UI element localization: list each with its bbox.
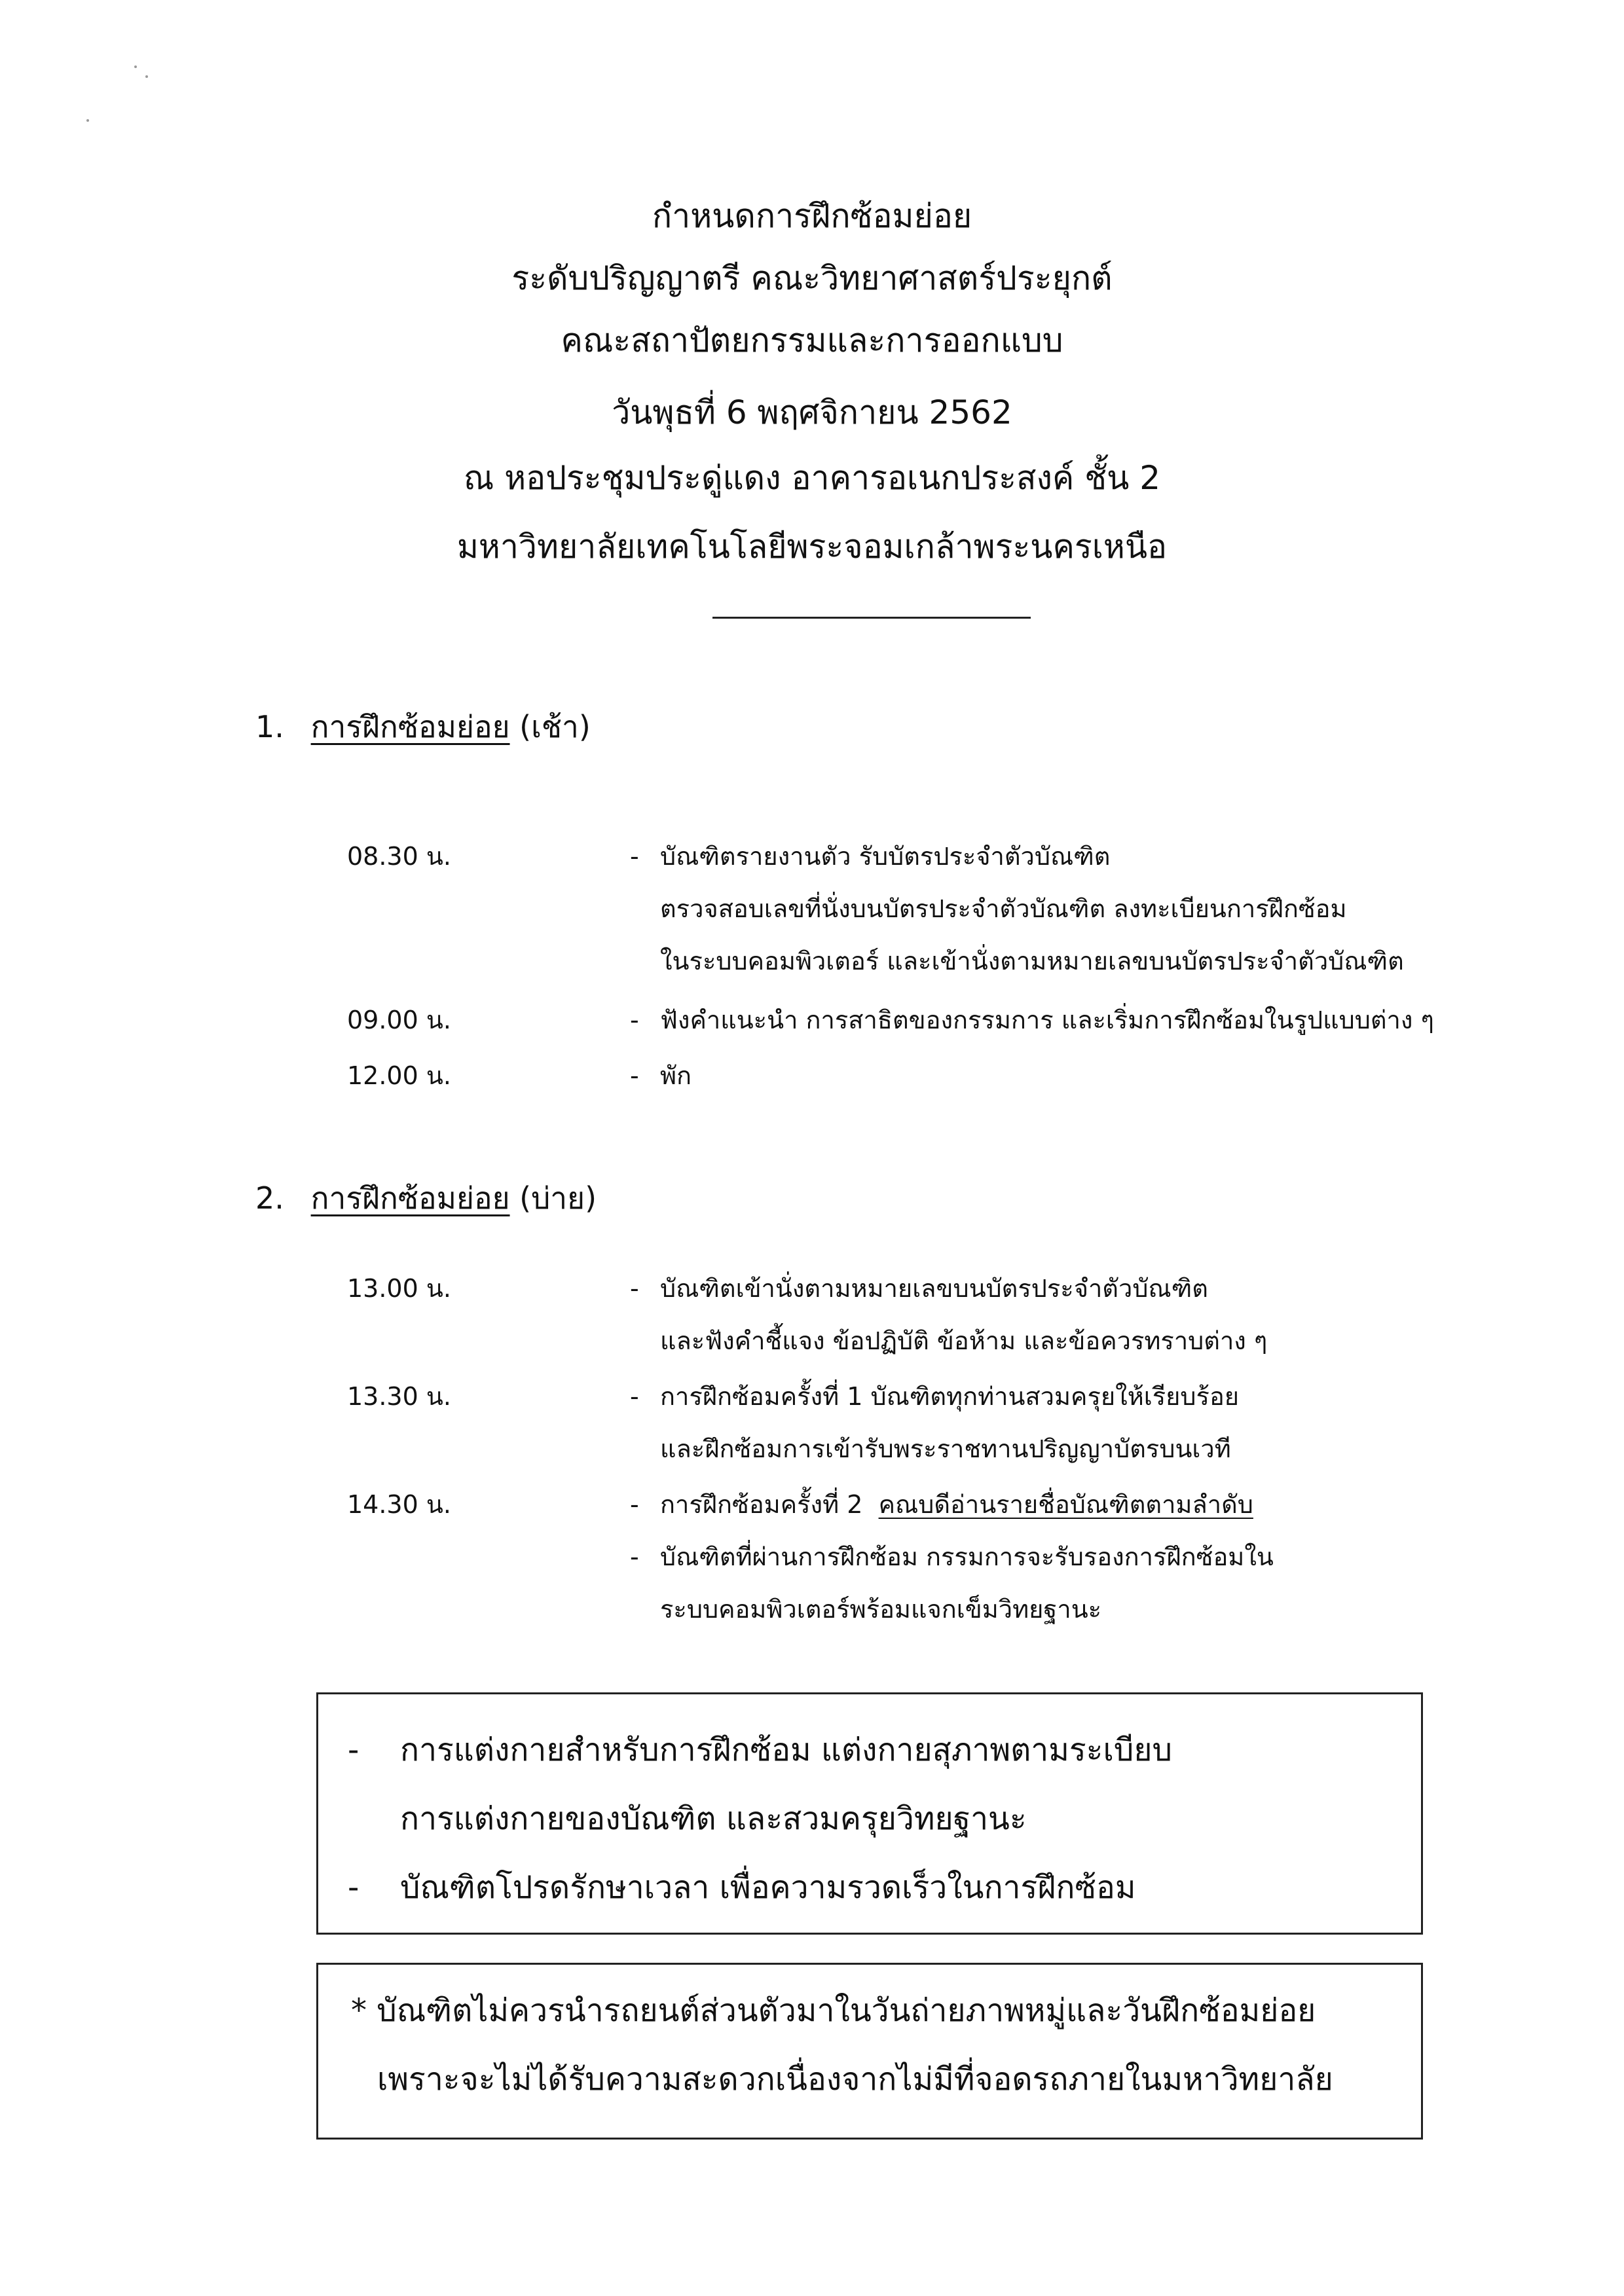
schedule-time: 14.30 น. (347, 1490, 451, 1519)
header-university: มหาวิทยาลัยเทคโนโลยีพระจอมเกล้าพระนครเหนือ (456, 528, 1168, 566)
notice-bullet: - (348, 1732, 360, 1768)
schedule-time: 13.00 น. (347, 1274, 451, 1303)
schedule-time: 12.00 น. (347, 1061, 451, 1090)
section-2-title: การฝึกซ้อมย่อย (310, 1180, 510, 1216)
parking-line: * บัณฑิตไม่ควรนำรถยนต์ส่วนตัวมาในวันถ่ายภาพหมู่และวันฝึกซ้อมย่อย (351, 1992, 1316, 2029)
parking-notice-box (316, 1963, 1423, 2140)
section-1-number: 1. (255, 709, 284, 744)
scan-speck (145, 75, 148, 78)
schedule-text: บัณฑิตที่ผ่านการฝึกซ้อม กรรมการจะรับรองการฝึกซ้อมใน (660, 1542, 1274, 1571)
scan-speck (86, 119, 89, 122)
schedule-text (660, 1486, 1253, 1523)
schedule-time: 09.00 น. (347, 1006, 451, 1034)
section-1-title: การฝึกซ้อมย่อย (310, 709, 510, 744)
schedule-dash: - (630, 1061, 639, 1090)
schedule-dash: - (630, 842, 639, 871)
section-1-heading (255, 707, 591, 746)
schedule-text: ตรวจสอบเลขที่นั่งบนบัตรประจำตัวบัณฑิต ลงทะเบียนการฝึกซ้อม (660, 894, 1347, 923)
notice-line: การแต่งกายของบัณฑิต และสวมครุยวิทยฐานะ (400, 1800, 1027, 1837)
schedule-text: บัณฑิตเข้านั่งตามหมายเลขบนบัตรประจำตัวบัณฑิต (660, 1274, 1208, 1303)
schedule-text: และฟังคำชี้แจง ข้อปฏิบัติ ข้อห้าม และข้อควรทราบต่าง ๆ (660, 1326, 1268, 1355)
header-date: วันพุธที่ 6 พฤศจิกายน 2562 (612, 393, 1012, 431)
schedule-text: และฝึกซ้อมการเข้ารับพระราชทานปริญญาบัตรบนเวที (660, 1434, 1231, 1463)
header-title: กำหนดการฝึกซ้อมย่อย (652, 197, 972, 235)
schedule-dash: - (630, 1382, 639, 1411)
schedule-text: ฟังคำแนะนำ การสาธิตของกรรมการ และเริ่มการฝึกซ้อมในรูปแบบต่าง ๆ (660, 1006, 1434, 1034)
schedule-dash: - (630, 1490, 639, 1519)
schedule-text-prefix: การฝึกซ้อมครั้งที่ 2 (660, 1490, 863, 1519)
schedule-text: บัณฑิตรายงานตัว รับบัตรประจำตัวบัณฑิต (660, 842, 1111, 871)
schedule-dash: - (630, 1274, 639, 1303)
section-2-number: 2. (255, 1180, 284, 1216)
schedule-dash: - (630, 1006, 639, 1034)
header-faculty: คณะสถาปัตยกรรมและการออกแบบ (561, 321, 1063, 359)
section-2-heading (255, 1178, 597, 1218)
header-venue: ณ หอประชุมประดู่แดง อาคารอเนกประสงค์ ชั้น 2 (463, 459, 1161, 497)
parking-line: เพราะจะไม่ได้รับความสะดวกเนื่องจากไม่มีที่จอดรถภายในมหาวิทยาลัย (377, 2061, 1333, 2098)
dress-code-notice-box (316, 1692, 1423, 1935)
scan-speck (134, 65, 137, 68)
header-degree-level: ระดับปริญญาตรี คณะวิทยาศาสตร์ประยุกต์ (511, 259, 1113, 297)
schedule-time: 08.30 น. (347, 842, 451, 871)
section-2-suffix: (บ่าย) (519, 1180, 597, 1216)
schedule-text: พัก (660, 1061, 692, 1090)
notice-line: การแต่งกายสำหรับการฝึกซ้อม แต่งกายสุภาพตามระเบียบ (400, 1732, 1172, 1768)
notice-bullet: - (348, 1869, 360, 1906)
schedule-text: ระบบคอมพิวเตอร์พร้อมแจกเข็มวิทยฐานะ (660, 1595, 1102, 1624)
section-1-suffix: (เช้า) (519, 709, 591, 744)
schedule-text: ในระบบคอมพิวเตอร์ และเข้านั่งตามหมายเลขบนบัตรประจำตัวบัณฑิต (660, 947, 1404, 975)
schedule-text: การฝึกซ้อมครั้งที่ 1 บัณฑิตทุกท่านสวมครุยให้เรียบร้อย (660, 1382, 1240, 1411)
schedule-dash: - (630, 1542, 639, 1571)
notice-line: บัณฑิตโปรดรักษาเวลา เพื่อความรวดเร็วในการฝึกซ้อม (400, 1869, 1136, 1906)
schedule-text-underlined: คณบดีอ่านรายชื่อบัณฑิตตามลำดับ (878, 1490, 1253, 1519)
schedule-time: 13.30 น. (347, 1382, 451, 1411)
header-divider (712, 617, 1031, 619)
